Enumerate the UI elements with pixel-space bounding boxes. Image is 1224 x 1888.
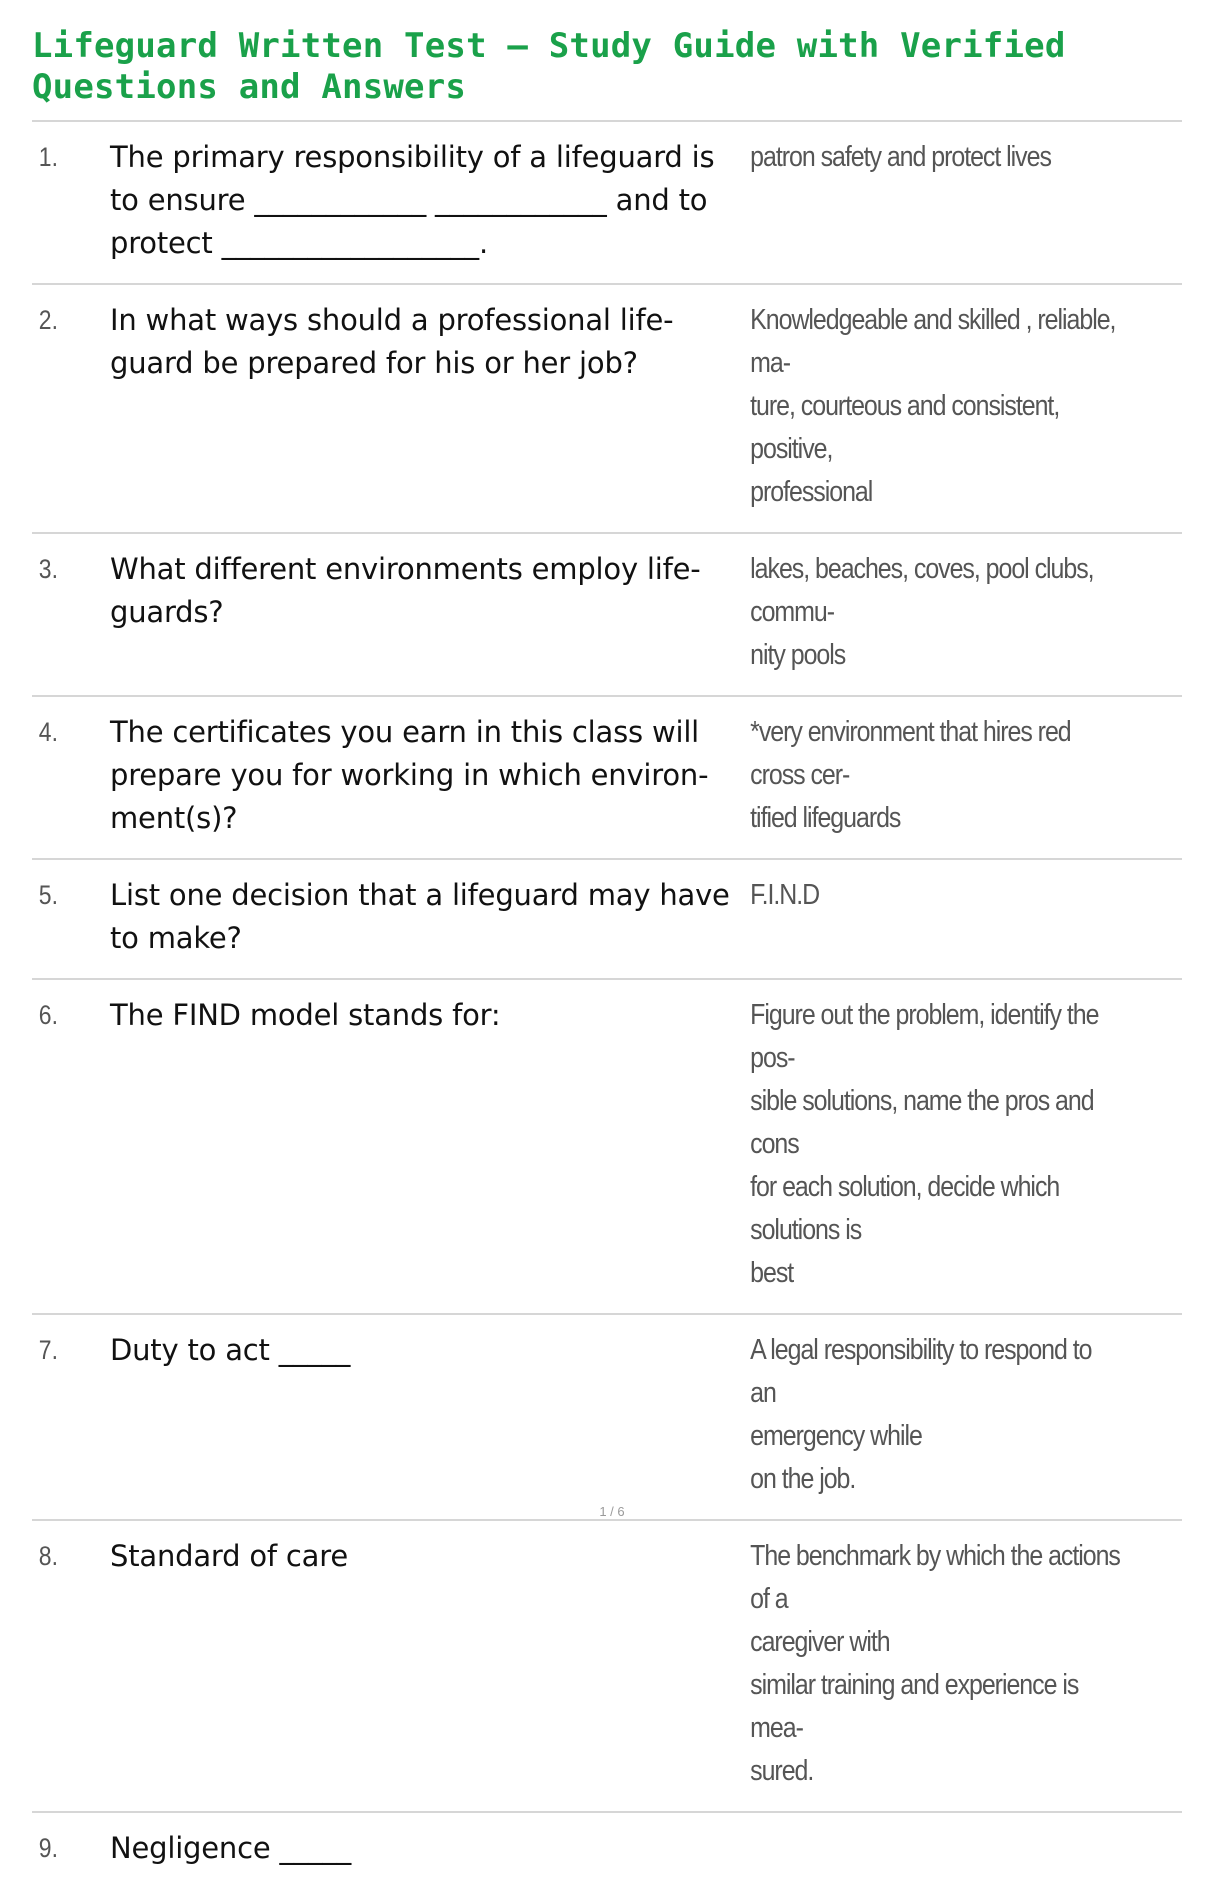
- page-number: 1 / 6: [599, 1504, 625, 1519]
- question-number: 4.: [38, 717, 58, 747]
- question-number: 5.: [38, 880, 58, 910]
- question-text: In what ways should a professional life- guard be prepared for his or her job?: [110, 303, 674, 380]
- question-number: 3.: [38, 554, 58, 584]
- answer-text: F.I.N.D: [750, 879, 820, 911]
- question-number: 7.: [38, 1335, 58, 1365]
- question-number: 8.: [38, 1541, 58, 1571]
- qa-item-5: [32, 860, 1182, 980]
- qa-item-8: [32, 1521, 1182, 1813]
- question-number: 2.: [38, 305, 58, 335]
- answer-text: Figure out the problem, identify the pos- sible solutions, name the pros and cons for each solution, decide which solutions is best: [750, 999, 1099, 1289]
- question-text: Duty to act _____: [110, 1333, 351, 1367]
- question-number: 9.: [38, 1833, 58, 1863]
- qa-item-6: [32, 980, 1182, 1315]
- document-title: Lifeguard Written Test – Study Guide with Verified Questions and Answers: [32, 26, 1066, 107]
- question-number: 6.: [38, 1000, 58, 1030]
- answer-text: A legal responsibility to respond to an emergency while on the job.: [750, 1334, 1092, 1495]
- qa-item-3: [32, 534, 1182, 697]
- qa-item-1: [32, 122, 1182, 285]
- qa-item-7: [32, 1315, 1182, 1521]
- answer-text: The benchmark by which the actions of a caregiver with similar training and experience is mea- sured.: [750, 1540, 1120, 1787]
- answer-text: *very environment that hires red cross cer- tified lifeguards: [750, 716, 1071, 834]
- question-text: The certificates you earn in this class will prepare you for working in which environ- ment(s)?: [110, 715, 709, 835]
- question-number: 1.: [38, 142, 58, 172]
- answer-text: Knowledgeable and skilled , reliable, ma- ture, courteous and consistent, positive, professional: [750, 304, 1116, 508]
- question-text: The FIND model stands for:: [110, 998, 501, 1032]
- question-text: The primary responsibility of a lifeguard is to ensure ____________ ____________ and to protect __________________.: [110, 140, 715, 260]
- answer-text: lakes, beaches, coves, pool clubs, commu- nity pools: [750, 553, 1094, 671]
- qa-item-9: [32, 1813, 1182, 1888]
- answer-text: [745, 1827, 1121, 1870]
- answer-text: patron safety and protect lives: [750, 141, 1051, 173]
- question-text: Negligence _____: [110, 1831, 351, 1865]
- question-text: List one decision that a lifeguard may have to make?: [110, 878, 730, 955]
- question-text: What different environments employ life- guards?: [110, 552, 701, 629]
- document-page: [32, 0, 1182, 1888]
- qa-item-4: [32, 697, 1182, 860]
- qa-item-2: [32, 285, 1182, 534]
- question-text: Standard of care: [110, 1539, 348, 1573]
